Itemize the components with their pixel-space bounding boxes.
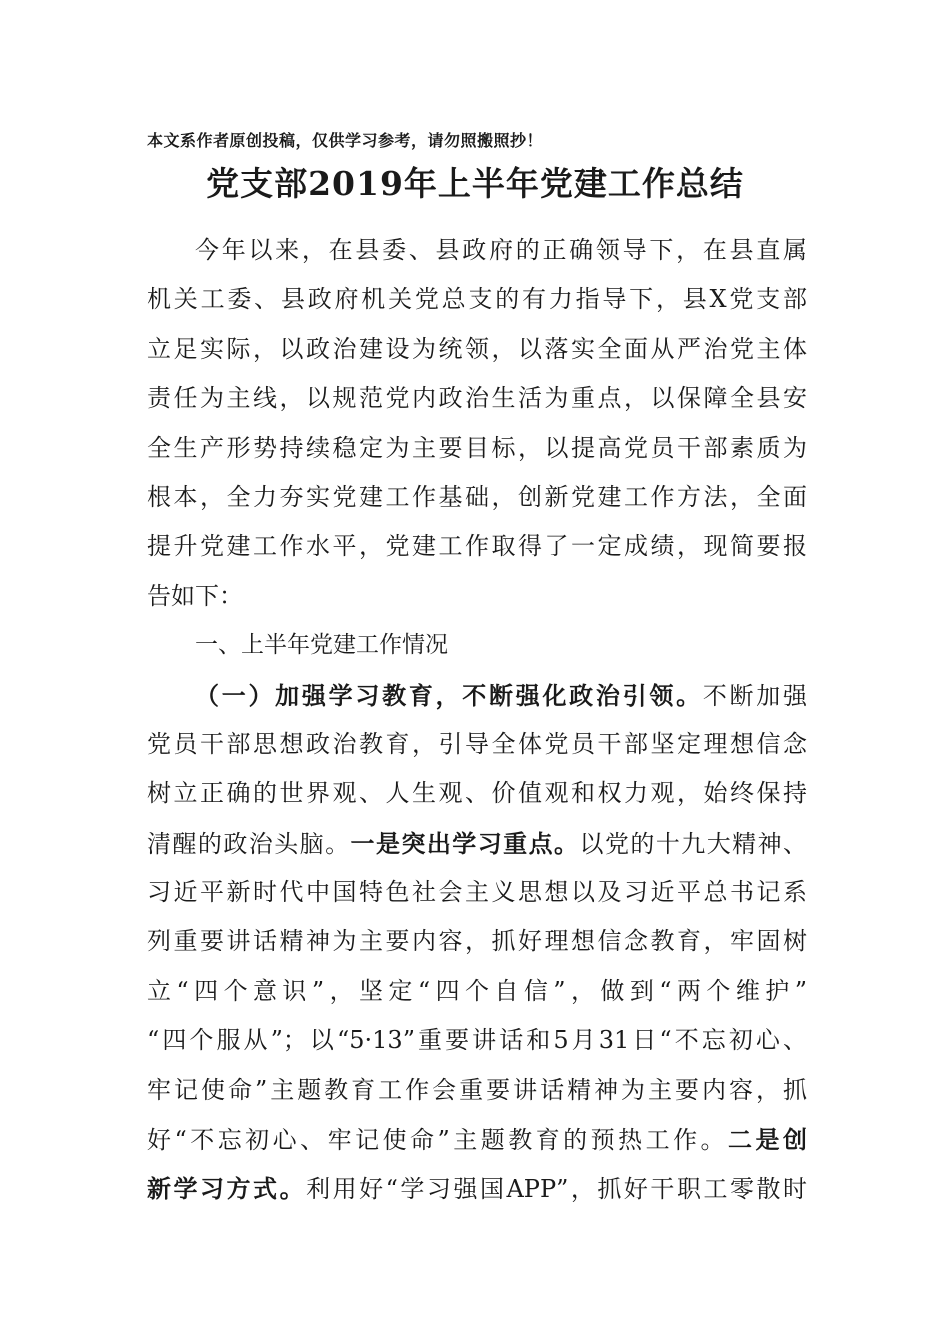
paragraph-line	[147, 1115, 807, 1164]
intro-line: 今年以来，在县委、县政府的正确领导下，在县直属	[195, 236, 807, 264]
intro-line: 立足实际，以政治建设为统领，以落实全面从严治党主体	[147, 334, 807, 363]
intro-line: 全生产形势持续稳定为主要目标，以提高党员干部素质为	[147, 433, 807, 462]
document-body	[147, 226, 807, 1214]
paragraph-line: “四个服从”；以“5·13”重要讲话和5月31日“不忘初心、	[147, 1026, 807, 1055]
intro-line: 告如下：	[147, 581, 243, 610]
intro-line: 责任为主线，以规范党内政治生活为重点，以保障全县安	[147, 384, 807, 413]
paragraph-line: 牢记使命”主题教育工作会重要讲话精神为主要内容，抓	[147, 1075, 807, 1104]
point-heading: 一是突出学习重点。	[350, 828, 580, 858]
point-heading: 新学习方式。	[147, 1174, 307, 1204]
subsection-heading: （一）加强学习教育，不断强化政治引领。	[195, 680, 703, 710]
paragraph-text: 好“不忘初心、牢记使命”主题教育的预热工作。	[147, 1126, 729, 1155]
paragraph-text: 清醒的政治头脑。	[147, 829, 351, 858]
document-title: 党支部2019年上半年党建工作总结	[206, 164, 744, 203]
paragraph-text: 以党的十九大精神、	[579, 829, 808, 858]
paragraph-line: 树立正确的世界观、人生观、价值观和权力观，始终保持	[147, 779, 807, 808]
point-heading: 二是创	[728, 1125, 808, 1155]
paragraph-line	[147, 819, 807, 868]
paragraph-line: 习近平新时代中国特色社会主义思想以及习近平总书记系	[147, 878, 807, 907]
section-heading: 一、上半年党建工作情况	[195, 632, 448, 659]
intro-line: 提升党建工作水平，党建工作取得了一定成绩，现简要报	[147, 532, 807, 561]
intro-line: 根本，全力夯实党建工作基础，创新党建工作方法，全面	[147, 482, 807, 511]
intro-line: 机关工委、县政府机关党总支的有力指导下，县X党支部	[147, 285, 807, 314]
paragraph-line	[147, 1164, 807, 1213]
paragraph-text: 利用好“学习强国APP”，抓好干职工零散时	[306, 1175, 808, 1204]
paragraph-line: 党员干部思想政治教育，引导全体党员干部坚定理想信念	[147, 729, 807, 758]
paragraph-line: 立“四个意识”，坚定“四个自信”，做到“两个维护”	[147, 976, 807, 1005]
paragraph-line: 列重要讲话精神为主要内容，抓好理想信念教育，牢固树	[147, 927, 807, 956]
paragraph-line	[147, 671, 807, 720]
paragraph-text: 不断加强	[702, 681, 808, 710]
disclaimer-note: 本文系作者原创投稿，仅供学习参考，请勿照搬照抄！	[147, 131, 544, 150]
